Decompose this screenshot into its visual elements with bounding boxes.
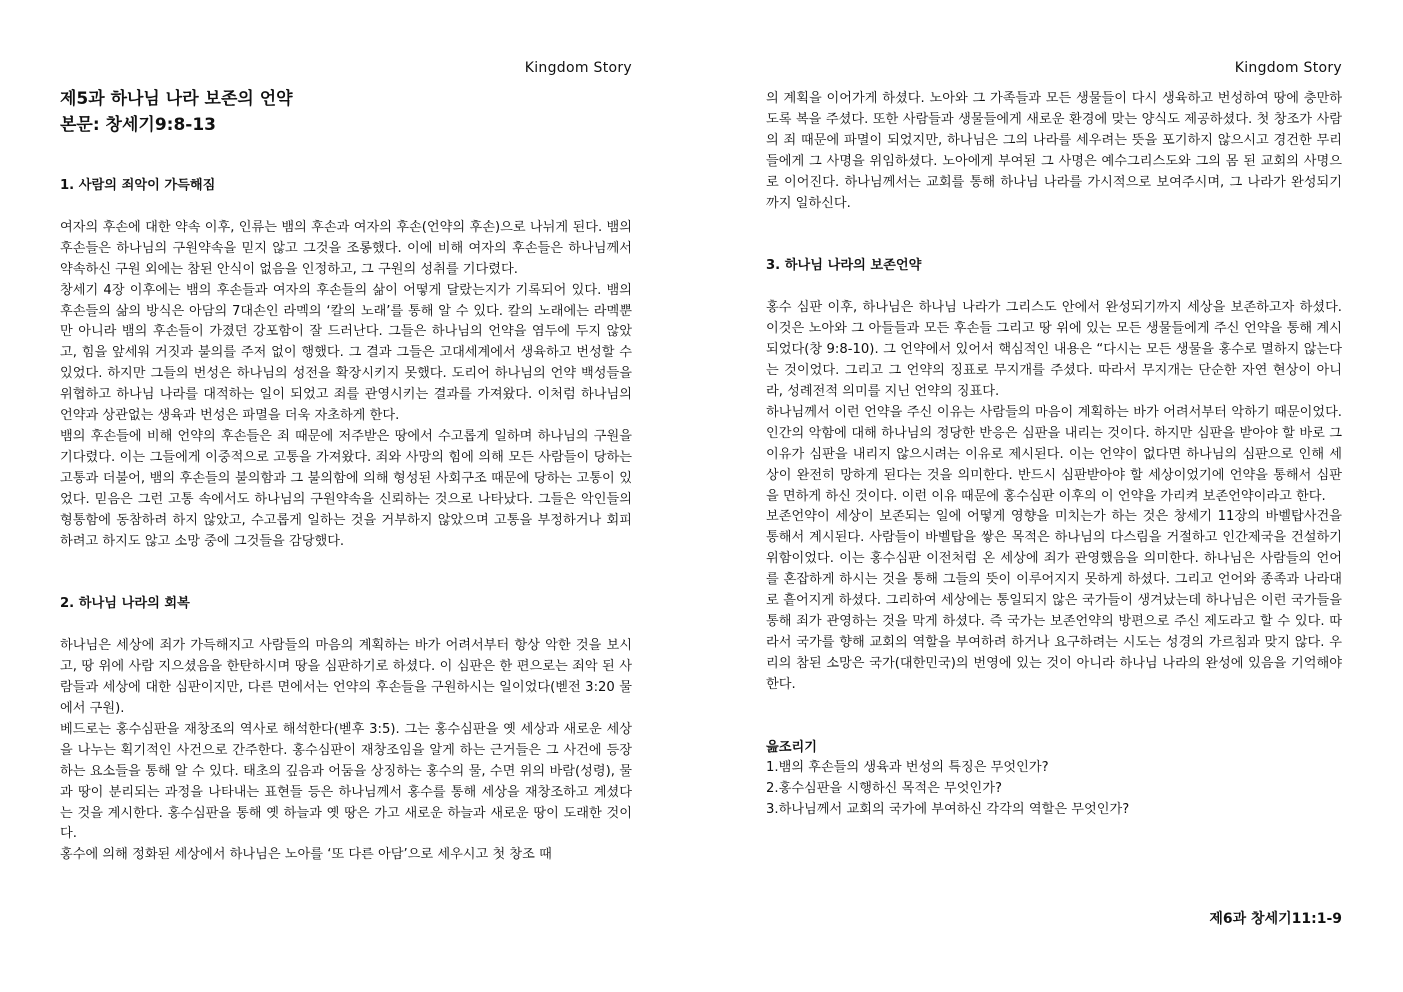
- review-questions: [766, 758, 1342, 821]
- paragraph: 보존언약이 세상이 보존되는 일에 어떻게 영향을 미치는가 하는 것은 창세기 11장의 바벨탑사건을 통해서 계시된다. 사람들이 바벨탑을 쌓은 목적은 하나님의 다스림을 거절하고 인간제국을 건설하기 위함이었다. 이는 홍수심판 이전처럼 온 세상에 죄가 관영했음을 의미한다. 하나님은 사람들의 언어를 혼잡하게 하시는 것을 통해 그들의 뜻이 이루어지지 못하게 하셨다. 그리고 언어와 종족과 나라대로 흩어지게 하셨다. 그리하여 세상에는 통일되지 않은 국가들이 생겨났는데 하나님은 이런 국가들을 통해 죄가 관영하는 것을 막게 하셨다. 즉 국가는 보존언약의 방편으로 주신 제도라고 할 수 있다. 따라서 국가를 향해 교회의 역할을 부여하려 하거나 요구하려는 시도는 성경의 가르침과 맞지 않다. 우리의 참된 소망은 국가(대한민국)의 번영에 있는 것이 아니라 하나님 나라의 완성에 있음을 기억해야 한다.: [766, 509, 1342, 692]
- section-gap: [766, 696, 1342, 738]
- section-heading: 2. 하나님 나라의 회복: [60, 596, 190, 612]
- lesson-title: 제5과 하나님 나라 보존의 언약: [60, 89, 293, 109]
- paragraph: 뱀의 후손들에 비해 언약의 후손들은 죄 때문에 저주받은 땅에서 수고롭게 일하며 하나님의 구원을 기다렸다. 이는 그들에게 이중적으로 고통을 가져왔다. 죄와 사망의 힘에 의해 모든 사람들이 당하는 고통과 더불어, 뱀의 후손들의 불의함과 그 불의함에 의해 형성된 사회구조 때문에 당하는 고통이 있었다. 믿음은 그런 고통 속에서도 하나님의 구원약속을 신뢰하는 것으로 나타났다. 그들은 악인들의 형통함에 동참하려 하지 않았고, 수고롭게 일하는 것을 거부하지 않았으며 고통을 부정하거나 회피하려고 하지도 않고 소망 중에 그것들을 감당했다.: [60, 428, 632, 549]
- paragraph: 의 계획을 이어가게 하셨다. 노아와 그 가족들과 모든 생물들이 다시 생육하고 번성하여 땅에 충만하도록 복을 주셨다. 또한 사람들과 생물들에게 새로운 환경에 맞는 양식도 제공하셨다. 첫 창조가 사람의 죄 때문에 파멸이 되었지만, 하나님은 그의 나라를 세우려는 뜻을 포기하지 않으시고 경건한 무리들에게 그 사명을 위임하셨다. 노아에게 부여된 그 사명은 예수그리스도와 그의 몸 된 교회의 사명으로 이어진다. 하나님께서는 교회를 통해 하나님 나라를 가시적으로 보여주시며, 그 나라가 완성되기까지 일하신다.: [766, 91, 1342, 211]
- lesson-title-block: [60, 86, 293, 138]
- left-page: [60, 0, 632, 992]
- paragraph: 베드로는 홍수심판을 재창조의 역사로 해석한다(벧후 3:5). 그는 홍수심판을 옛 세상과 새로운 세상을 나누는 획기적인 사건으로 간주한다. 홍수심판이 재창조임을 알게 하는 근거들은 그 사건에 등장하는 요소들을 통해 알 수 있다. 태초의 깊음과 어둠을 상징하는 홍수의 물, 수면 위의 바람(성령), 물과 땅이 분리되는 과정을 나타내는 표현들 등은 하나님께서 홍수를 통해 세상을 재창조하고 계셨다는 것을 계시한다. 홍수심판을 통해 옛 하늘과 옛 땅은 가고 새로운 하늘과 새로운 땅이 도래한 것이다.: [60, 721, 633, 842]
- running-header: Kingdom Story: [524, 60, 632, 76]
- review-question: 3.하나님께서 교회의 국가에 부여하신 각각의 역할은 무엇인가?: [766, 802, 1130, 818]
- paragraph: 하나님은 세상에 죄가 가득해지고 사람들의 마음의 계획하는 바가 어려서부터 항상 악한 것을 보시고, 땅 위에 사람 지으셨음을 한탄하시며 땅을 심판하기로 하셨다. 이 심판은 한 편으로는 죄악 된 사람들과 세상에 대한 심판이지만, 다른 면에서는 언약의 후손들을 구원하시는 일이었다(벧전 3:20 물에서 구원).: [60, 638, 632, 717]
- lesson-scripture: 본문: 창세기9:8-13: [60, 115, 216, 135]
- paragraph: 홍수에 의해 정화된 세상에서 하나님은 노아를 ‘또 다른 아담’으로 세우시고 첫 창조 때: [60, 847, 552, 863]
- right-body: [766, 89, 1342, 821]
- left-body: [60, 176, 632, 866]
- paragraph: 여자의 후손에 대한 약속 이후, 인류는 뱀의 후손과 여자의 후손(언약의 후손)으로 나뉘게 된다. 뱀의 후손들은 하나님의 구원약속을 믿지 않고 그것을 조롱했다. 이에 비해 여자의 후손들은 하나님께서 약속하신 구원 외에는 참된 안식이 없음을 인정하고, 그 구원의 성취를 기다렸다.: [60, 219, 632, 277]
- paragraph: 창세기 4장 이후에는 뱀의 후손들과 여자의 후손들의 삶이 어떻게 달랐는지가 기록되어 있다. 뱀의 후손들의 삶의 방식은 아담의 7대손인 라멕의 ‘칼의 노래’를 통해 알 수 있다. 칼의 노래에는 라멕뿐만 아니라 뱀의 후손들이 가졌던 강포함이 잘 드러난다. 그들은 하나님의 언약을 염두에 두지 않았고, 힘을 앞세워 거짓과 불의를 주저 없이 행했다. 그 결과 그들은 고대세계에서 생육하고 번성할 수 있었다. 하지만 그들의 번성은 하나님의 성전을 확장시키지 못했다. 도리어 하나님의 언약 백성들을 위협하고 하나님 나라를 대적하는 일이 되었고 죄를 관영시키는 결과를 가져왔다. 이처럼 하나님의 언약과 상관없는 생육과 번성은 파멸을 더욱 자초하게 한다.: [60, 282, 632, 424]
- review-question: 2.홍수심판을 시행하신 목적은 무엇인가?: [766, 781, 1002, 797]
- right-page: [766, 0, 1342, 992]
- review-question: 1.뱀의 후손들의 생육과 번성의 특징은 무엇인가?: [766, 760, 1049, 776]
- review-title: 읊조리기: [766, 739, 817, 755]
- section-gap: [60, 552, 632, 594]
- running-header: Kingdom Story: [1234, 60, 1342, 76]
- paragraph: 홍수 심판 이후, 하나님은 하나님 나라가 그리스도 안에서 완성되기까지 세상을 보존하고자 하셨다. 이것은 노아와 그 아들들과 모든 후손들 그리고 땅 위에 있는 모든 생물들에게 주신 언약을 통해 계시되었다(창 9:8-10). 그 언약에서 있어서 핵심적인 내용은 “다시는 모든 생물을 홍수로 멸하지 않는다는 것이었다. 그리고 그 언약의 징표로 무지개를 주셨다. 따라서 무지개는 단순한 자연 현상이 아니라, 성례전적 의미를 지닌 언약의 징표다.: [766, 300, 1342, 399]
- paragraph: 하나님께서 이런 언약을 주신 이유는 사람들의 마음이 계획하는 바가 어려서부터 악하기 때문이었다. 인간의 악함에 대해 하나님의 정당한 반응은 심판을 내리는 것이다. 하지만 심판을 받아야 할 바로 그 이유가 심판을 내리지 않으시려는 이유로 제시된다. 이는 언약이 없다면 하나님의 심판으로 인해 세상이 완전히 망하게 된다는 것을 의미한다. 반드시 심판받아야 할 세상이었기에 언약을 통해서 심판을 면하게 하신 것이다. 이런 이유 때문에 홍수심판 이후의 이 언약을 가리켜 보존언약이라고 한다.: [766, 404, 1342, 504]
- section-heading: 3. 하나님 나라의 보존언약: [766, 258, 922, 274]
- section-gap: [766, 214, 1342, 256]
- section-heading: 1. 사람의 죄악이 가득해짐: [60, 178, 216, 193]
- next-lesson-label: 제6과 창세기11:1-9: [1209, 911, 1342, 927]
